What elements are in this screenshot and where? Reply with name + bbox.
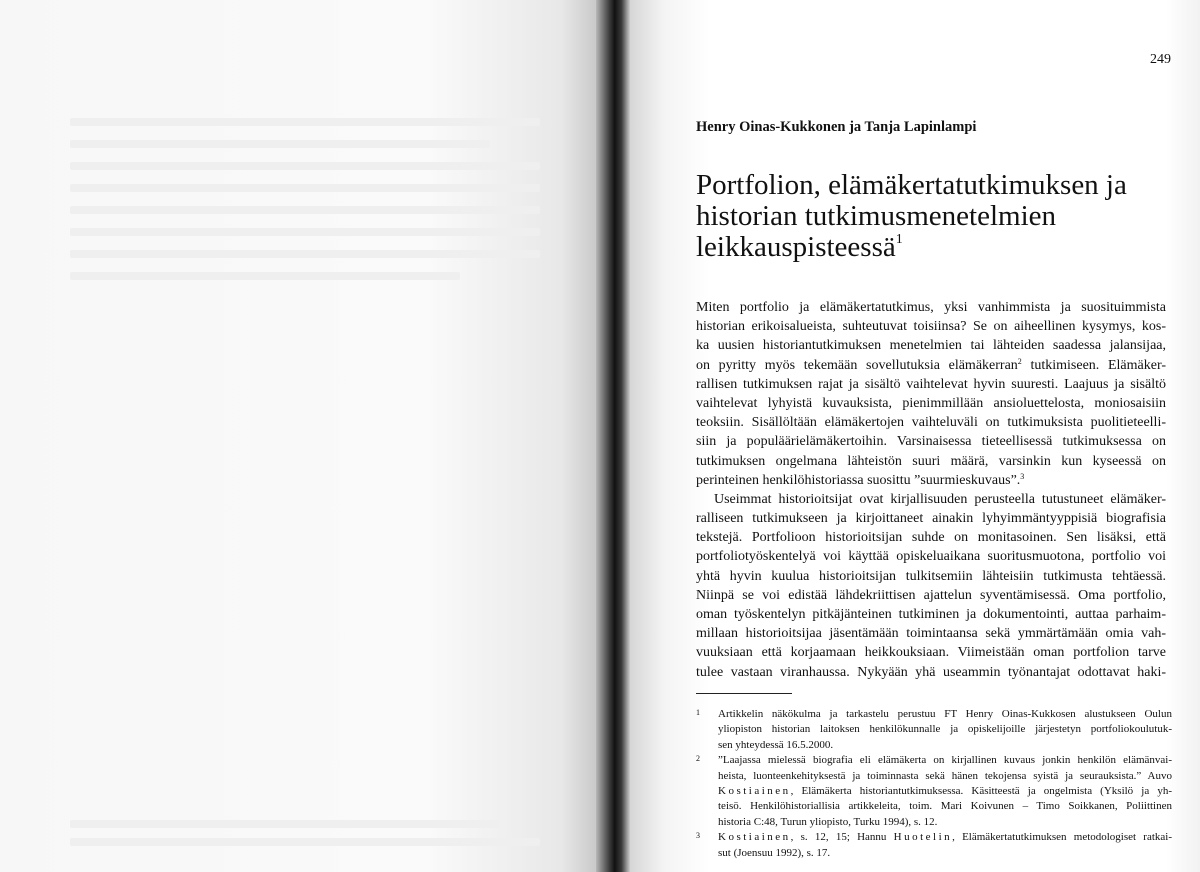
footnote-divider xyxy=(696,693,792,694)
book-spine-shadow xyxy=(596,0,630,872)
text-line: tulee vastaan viranhaussa. Nykyään yhä useammin työnantajat odottavat haki- xyxy=(696,664,1166,680)
text-line: portfoliotyöskentelyä voi käyttää opiskeluaikana suoritusmuotona, portfolio voi xyxy=(696,549,1166,565)
bleed-through-text xyxy=(70,184,540,192)
footnote-number: 2 xyxy=(696,754,700,764)
bleed-through-text xyxy=(70,838,540,846)
footnote-ref: 2 xyxy=(1017,356,1022,366)
title-line: historian tutkimusmenetelmien xyxy=(696,200,1057,232)
text-line: yhtä hyvin kuulua historioitsijan tulkitsemiin lähteisiin tutkimusta tehtäessä. xyxy=(696,568,1166,584)
bleed-through-text xyxy=(70,228,540,236)
text-line: tekstejä. Portfolioon historioitsijan suhde on monitasoinen. Sen lisäksi, että xyxy=(696,530,1166,546)
text-line: vuuksiaan että korjaamaan heikkouksiaan. Viimeistään oman portfolion tarve xyxy=(696,645,1166,661)
text-line: Miten portfolio ja elämäkertatutkimus, yksi vanhimmista ja suosituimmista xyxy=(696,300,1166,315)
bleed-through-text xyxy=(70,250,540,258)
text-line: oman työskentelyn pitkäjänteinen tutkiminen ja dokumentointi, auttaa parhaim- xyxy=(696,607,1166,622)
footnote-line: Kostiainen, Elämäkerta historiantutkimuksessa. Käsitteestä ja ongelmista (Yksilö ja yh- xyxy=(718,784,1172,797)
text-line: teoksiin. Sisällöltään elämäkertojen vaihteluväli on tutkimuksista puolitieteelli- xyxy=(696,415,1166,431)
footnote-line: historia C:48, Turun yliopisto, Turku 1994), s. 12. xyxy=(718,815,938,828)
text-line: rallisen tutkimuksen rajat ja sisältö vaihtelevat hyvin suuresti. Laajuus ja sisältö xyxy=(696,376,1166,392)
text-line: Useimmat historioitsijat ovat kirjallisuuden perusteella tutustuneet elämäker- xyxy=(714,491,1166,507)
title-line: leikkauspisteessä$^1$ xyxy=(696,231,903,263)
text-line: ka uusien historiantutkimuksen menetelmien tai lähteiden saadessa jalansijaa, xyxy=(696,338,1166,354)
page-number: 249 xyxy=(1150,52,1171,67)
text-line: historian erikoisalueista, suhteutuvat toisiinsa? Se on aiheellinen kysymys, kos- xyxy=(696,319,1166,335)
text-line: vaihtelevat lyhyistä kuvauksista, pienimmillään ansioluettelosta, moniosaisiin xyxy=(696,395,1166,411)
footnote-line: heista, luonteenkehityksestä ja toiminnasta sekä hänen tekojensa syistä ja seurauksista.” Auvo xyxy=(718,769,1172,782)
title-line: Portfolion, elämäkertatutkimuksen ja xyxy=(696,169,1127,201)
footnote-line: teisö. Henkilöhistoriallisia artikkeleita, toim. Mari Koivunen – Timo Soikkanen, Poliittinen xyxy=(718,800,1172,813)
body-text xyxy=(696,298,1166,682)
footnote-ref: 1 xyxy=(895,232,903,247)
bleed-through-text xyxy=(70,140,490,148)
article-title xyxy=(696,170,1156,263)
author-line: Henry Oinas-Kukkonen ja Tanja Lapinlampi xyxy=(696,119,977,135)
paragraph-1 xyxy=(696,298,1166,490)
footnote-line: Kostiainen, s. 12, 15; Hannu Huotelin, Elämäkertatutkimuksen metodologiset ratkai- xyxy=(718,831,1172,844)
bleed-through-text xyxy=(70,820,500,828)
bleed-through-text xyxy=(70,118,540,126)
footnote-line: yliopiston historian laitoksen henkilökunnalle ja opiskelijoille järjestetyn portfoliokoulutuk- xyxy=(718,723,1172,736)
text-line: perinteinen henkilöhistoriassa suosittu ”suurmieskuvaus”.$^3$ xyxy=(696,471,1025,488)
right-page xyxy=(630,0,1200,872)
text-line: millaan historioitsijaa jäsentämään toimintaansa sekä ymmärtämään omia vah- xyxy=(696,626,1166,642)
bleed-through-text xyxy=(70,272,460,280)
footnote-number: 3 xyxy=(696,831,700,841)
bleed-through-text xyxy=(70,162,540,170)
footnote-1 xyxy=(696,707,1172,753)
bleed-through-text xyxy=(70,206,540,214)
footnote-line: ”Laajassa mielessä biografia eli elämäkerta on kirjallinen kuvaus jonkin henkilön elämänvai- xyxy=(718,754,1172,767)
footnote-2 xyxy=(696,753,1172,830)
text-line: tutkimuksen ongelmana lähteistön suuri määrä, varsinkin kun kyseessä on xyxy=(696,453,1166,469)
text-line: Niinpä se voi edistää lähdekriittisen ajattelun syventämisessä. Oma portfolio, xyxy=(696,587,1166,603)
paragraph-2 xyxy=(696,490,1166,682)
footnote-line: sen yhteydessä 16.5.2000. xyxy=(718,738,834,751)
text-line: siin ja populäärielämäkertoihin. Varsinaisessa tieteellisessä tutkimuksessa on xyxy=(696,434,1166,450)
footnote-line: sut (Joensuu 1992), s. 17. xyxy=(718,846,831,859)
footnote-number: 1 xyxy=(696,708,700,717)
text-line: on pyritty myös tekemään sovellutuksia elämäkerran$^2$ tutkimiseen. Elämäker- xyxy=(696,356,1166,373)
footnote-3 xyxy=(696,830,1172,861)
text-line: ralliseen tutkimukseen ja kirjoittaneet ainakin lyhyimmäntyyppisiä biografisia xyxy=(696,511,1166,527)
footnotes xyxy=(696,707,1172,861)
footnote-line: Artikkelin näkökulma ja tarkastelu perustuu FT Henry Oinas-Kukkosen alustukseen Oulun xyxy=(718,708,1172,720)
footnote-ref: 3 xyxy=(1020,471,1025,481)
